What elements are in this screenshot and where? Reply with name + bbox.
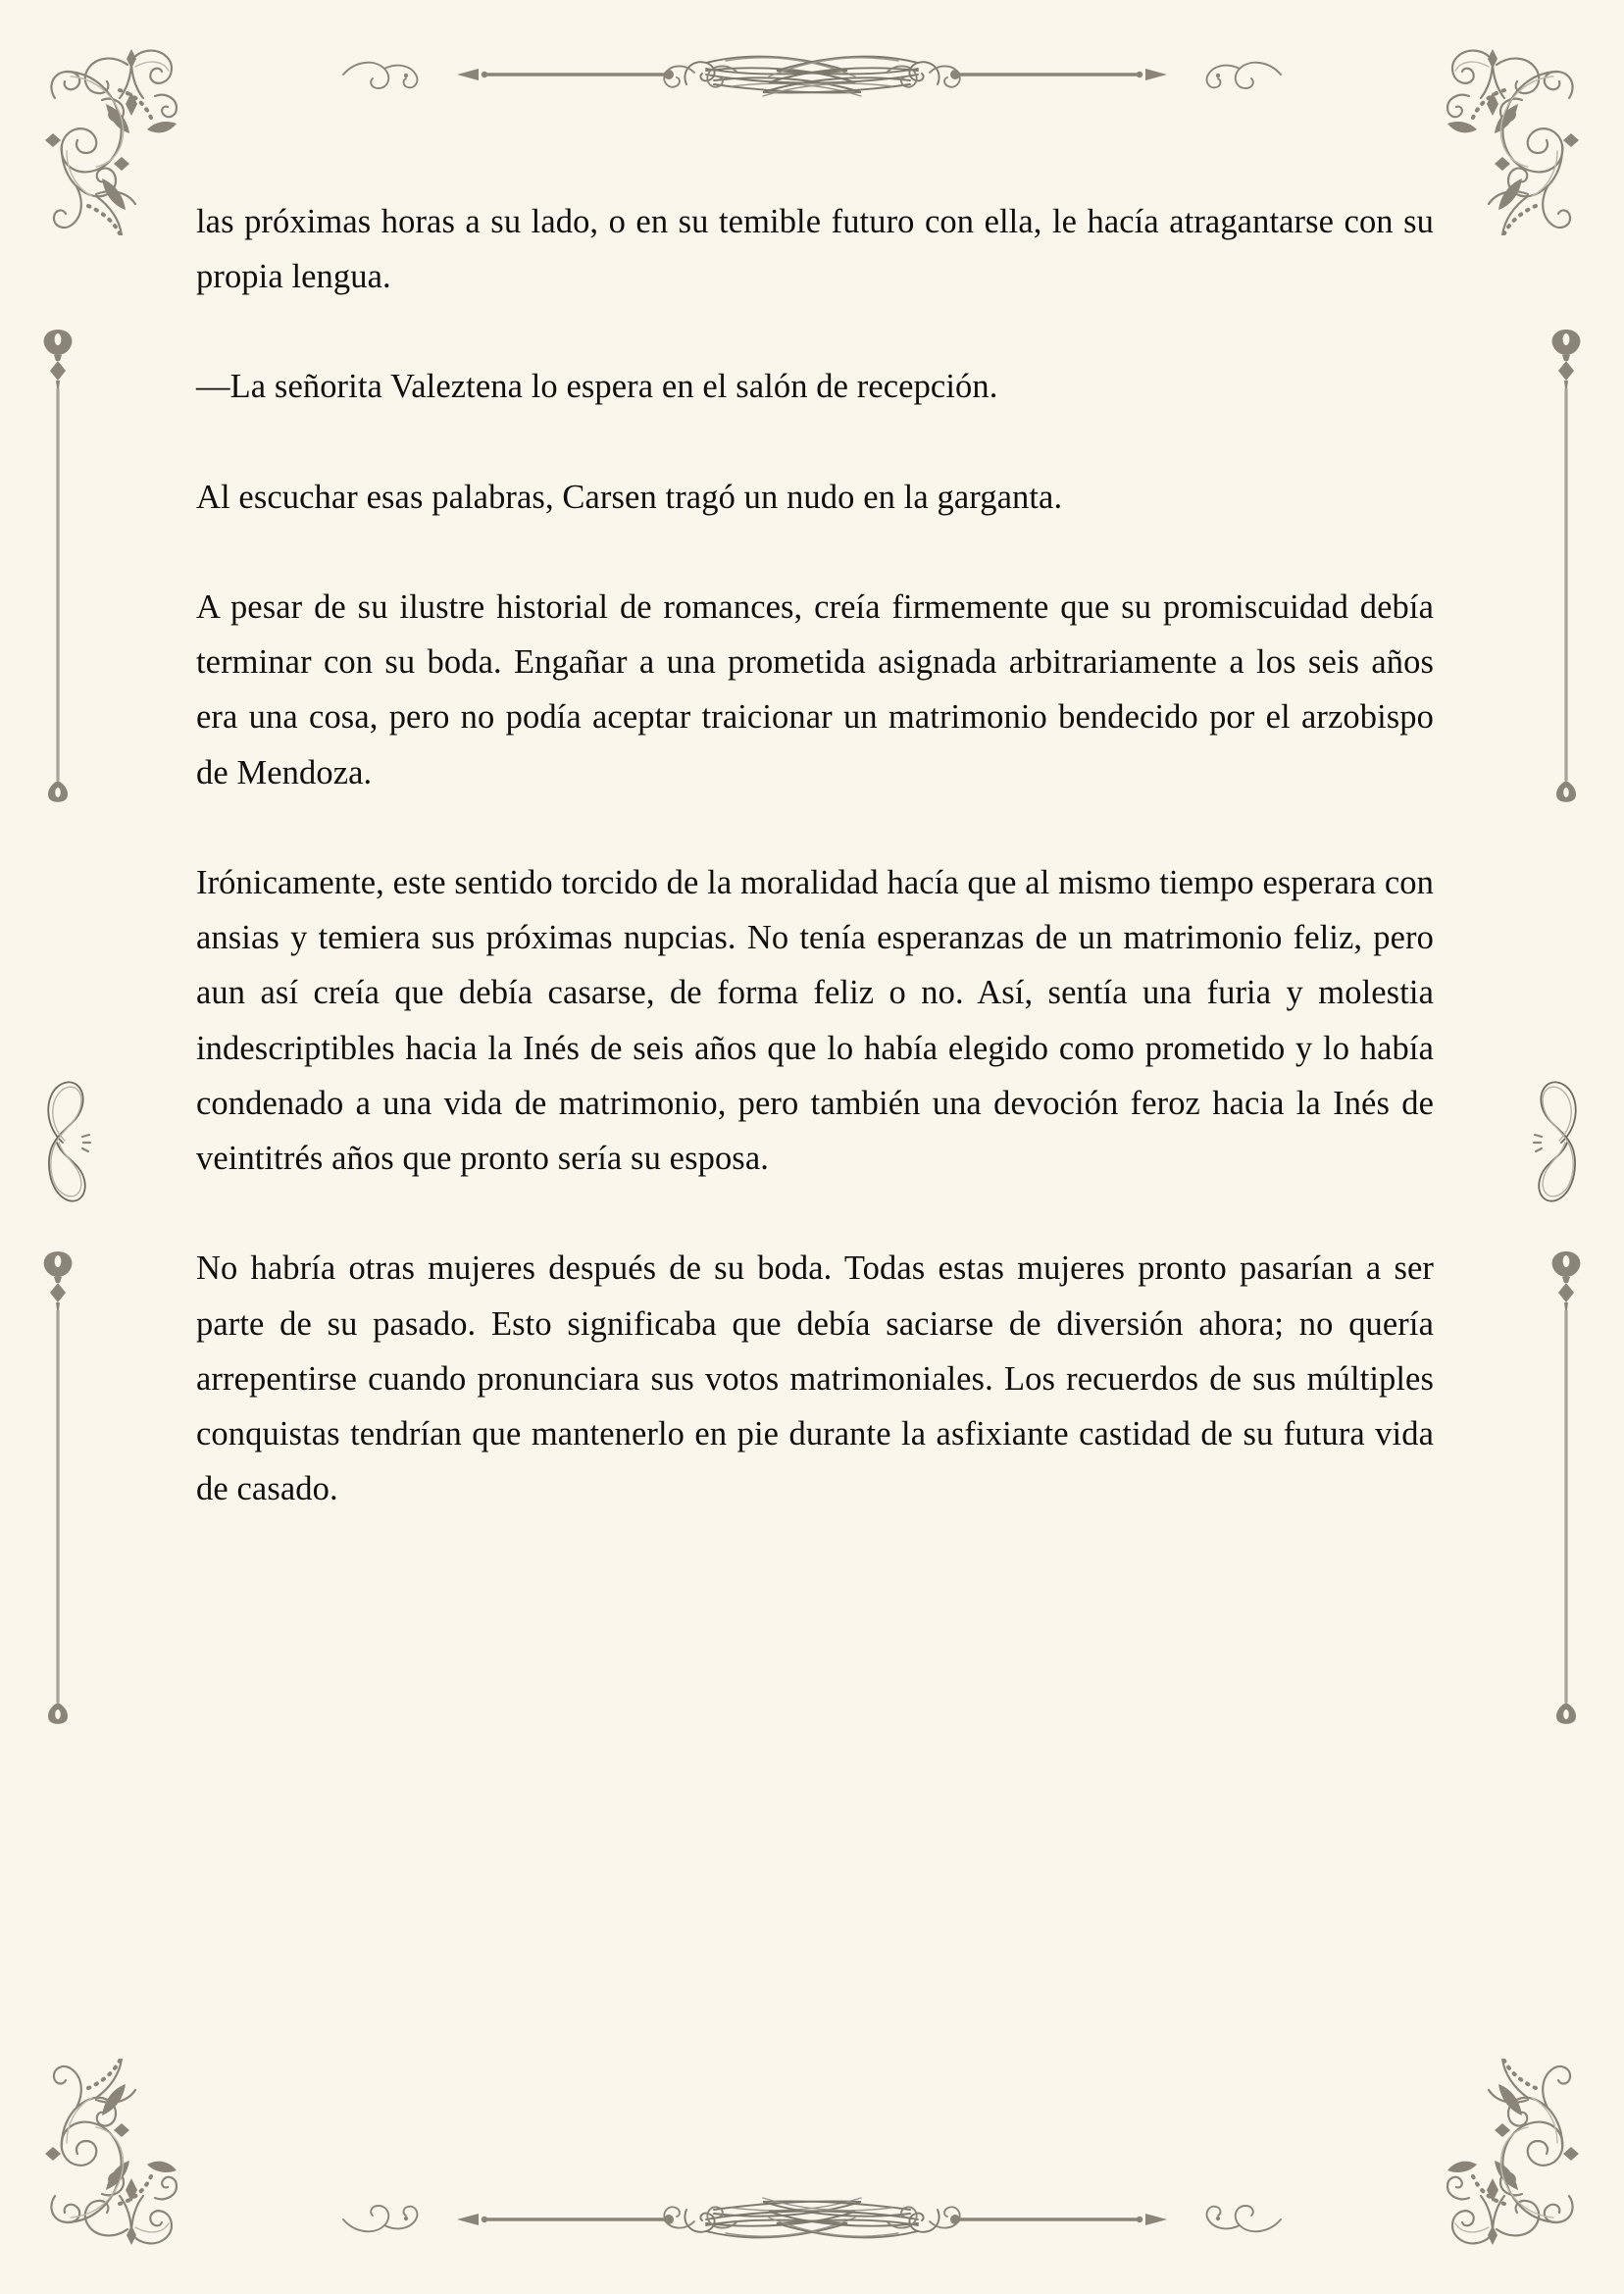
divider-bottom-ornament: [341, 2189, 1283, 2253]
page-text-column: [196, 194, 1434, 1516]
paragraph-narration-final: No habría otras mujeres después de su boda. Todas estas mujeres pronto pasarían a ser parte de su pasado. Esto significaba que debía saciarse de diversión ahora; no quería arrepentirse cuando pronunciara sus votos matrimoniales. Los recuerdos de sus múltiples conquistas tendrían que mantenerlo en pie durante la asfixiante castidad de su futura vida de casado.: [196, 1249, 1434, 1508]
side-rod-left-upper-ornament: [41, 324, 75, 809]
divider-top-ornament: [341, 41, 1283, 105]
paragraph-narration-irony: Irónicamente, este sentido torcido de la moralidad hacía que al mismo tiempo esperara con ansias y temiera sus próximas nupcias. No tenía esperanzas de un matrimonio feliz, pero aun así creía que debía casarse, de forma feliz o no. Así, sentía una furia y molestia indescriptibles hacia la Inés de seis años que lo había elegido como prometido y lo había condenado a una vida de matrimonio, pero también una devoción feroz hacia la Inés de veintitrés años que pronto sería su esposa.: [196, 863, 1434, 1178]
paragraph-narration-continued: las próximas horas a su lado, o en su temible futuro con ella, le hacía atragantarse con su propia lengua.: [196, 203, 1434, 296]
side-knot-left-ornament: [33, 1064, 92, 1226]
paragraph-dialogue: —La señorita Valeztena lo espera en el salón de recepción.: [196, 368, 998, 406]
paragraph-narration-reaction: Al escuchar esas palabras, Carsen tragó un nudo en la garganta.: [196, 478, 1063, 516]
paragraph-narration-morality: A pesar de su ilustre historial de romances, creía firmemente que su promiscuidad debía terminar con su boda. Engañar a una prometida asignada arbitrariamente a los seis años era una cosa, pero no podía aceptar traicionar un matrimonio bendecido por el arzobispo de Mendoza.: [196, 587, 1434, 791]
corner-bottom-left-ornament: [37, 2054, 224, 2255]
corner-bottom-right-ornament: [1400, 2054, 1587, 2255]
side-rod-left-lower-ornament: [41, 1246, 75, 1731]
side-rod-right-lower-ornament: [1549, 1246, 1583, 1731]
side-knot-right-ornament: [1532, 1064, 1591, 1226]
side-rod-right-upper-ornament: [1549, 324, 1583, 809]
